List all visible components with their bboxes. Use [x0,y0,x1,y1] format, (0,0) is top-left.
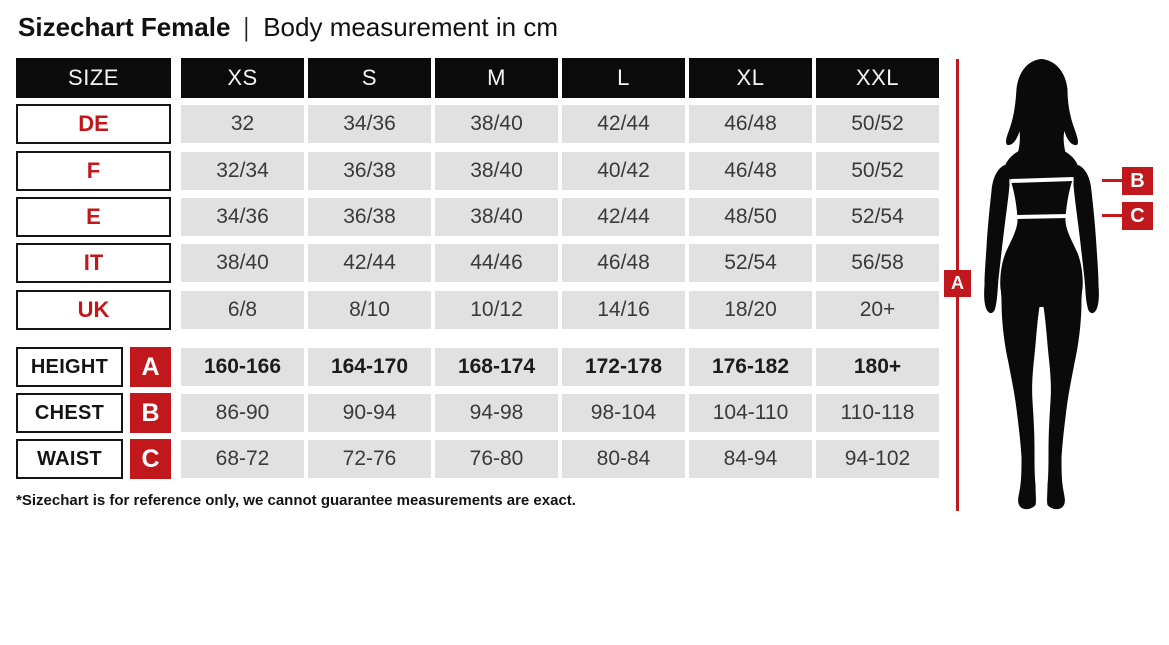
waist-marker-connector [1102,214,1123,217]
height-cell: 164-170 [308,348,431,386]
waist-measure-line [1016,216,1069,217]
size-cell: 36/38 [308,198,431,236]
left-leg-shape [1001,285,1042,509]
size-cell: 46/48 [689,152,812,190]
size-cell: 38/40 [435,105,558,143]
size-cell: 34/36 [181,198,304,236]
figure-waist-badge: C [1122,202,1153,230]
size-cell: 50/52 [816,152,939,190]
figure-chest-badge: B [1122,167,1153,195]
female-silhouette-figure [978,57,1105,512]
chest-cell: 98-104 [562,394,685,432]
height-cell: 176-182 [689,348,812,386]
size-cell: 36/38 [308,152,431,190]
chest-cell: 110-118 [816,394,939,432]
chest-cell: 94-98 [435,394,558,432]
title-main: Sizechart Female [18,12,231,42]
height-marker-badge: A [130,347,171,387]
size-cell: 50/52 [816,105,939,143]
column-header-xl: XL [689,58,812,98]
size-cell: 56/58 [816,244,939,282]
size-cell: 10/12 [435,291,558,329]
size-cell: 38/40 [181,244,304,282]
country-label-e: E [16,197,171,237]
size-column-header: SIZE [16,58,171,98]
chest-cell: 90-94 [308,394,431,432]
right-leg-shape [1042,285,1083,509]
size-cell: 52/54 [689,244,812,282]
title-subtitle: Body measurement in cm [263,12,558,42]
country-label-de: DE [16,104,171,144]
size-cell: 44/46 [435,244,558,282]
size-cell: 32 [181,105,304,143]
size-cell: 14/16 [562,291,685,329]
size-cell: 20+ [816,291,939,329]
waist-cell: 72-76 [308,440,431,478]
footnote-text: *Sizechart is for reference only, we cannot guarantee measurements are exact. [16,492,576,509]
chest-cell: 104-110 [689,394,812,432]
country-label-it: IT [16,243,171,283]
size-cell: 52/54 [816,198,939,236]
height-label: HEIGHT [16,347,123,387]
size-cell: 40/42 [562,152,685,190]
column-header-s: S [308,58,431,98]
size-cell: 18/20 [689,291,812,329]
height-cell: 172-178 [562,348,685,386]
torso-shape [1000,117,1083,307]
waist-cell: 76-80 [435,440,558,478]
waist-label: WAIST [16,439,123,479]
waist-cell: 94-102 [816,440,939,478]
size-cell: 38/40 [435,198,558,236]
size-cell: 32/34 [181,152,304,190]
chest-marker-connector [1102,179,1123,182]
waist-cell: 84-94 [689,440,812,478]
title-separator: | [244,12,250,42]
column-header-xs: XS [181,58,304,98]
height-cell: 160-166 [181,348,304,386]
page-title [18,12,558,43]
size-cell: 42/44 [308,244,431,282]
column-header-xxl: XXL [816,58,939,98]
column-header-l: L [562,58,685,98]
size-cell: 48/50 [689,198,812,236]
size-cell: 8/10 [308,291,431,329]
size-cell: 42/44 [562,198,685,236]
chest-cell: 86-90 [181,394,304,432]
chest-marker-badge: B [130,393,171,433]
height-cell: 180+ [816,348,939,386]
country-label-f: F [16,151,171,191]
country-label-uk: UK [16,290,171,330]
waist-cell: 80-84 [562,440,685,478]
size-cell: 38/40 [435,152,558,190]
chest-measure-line [1011,179,1074,181]
size-cell: 46/48 [562,244,685,282]
figure-height-badge: A [944,270,971,297]
waist-marker-badge: C [130,439,171,479]
size-cell: 42/44 [562,105,685,143]
waist-cell: 68-72 [181,440,304,478]
column-header-m: M [435,58,558,98]
size-cell: 46/48 [689,105,812,143]
size-cell: 34/36 [308,105,431,143]
size-cell: 6/8 [181,291,304,329]
height-cell: 168-174 [435,348,558,386]
chest-label: CHEST [16,393,123,433]
